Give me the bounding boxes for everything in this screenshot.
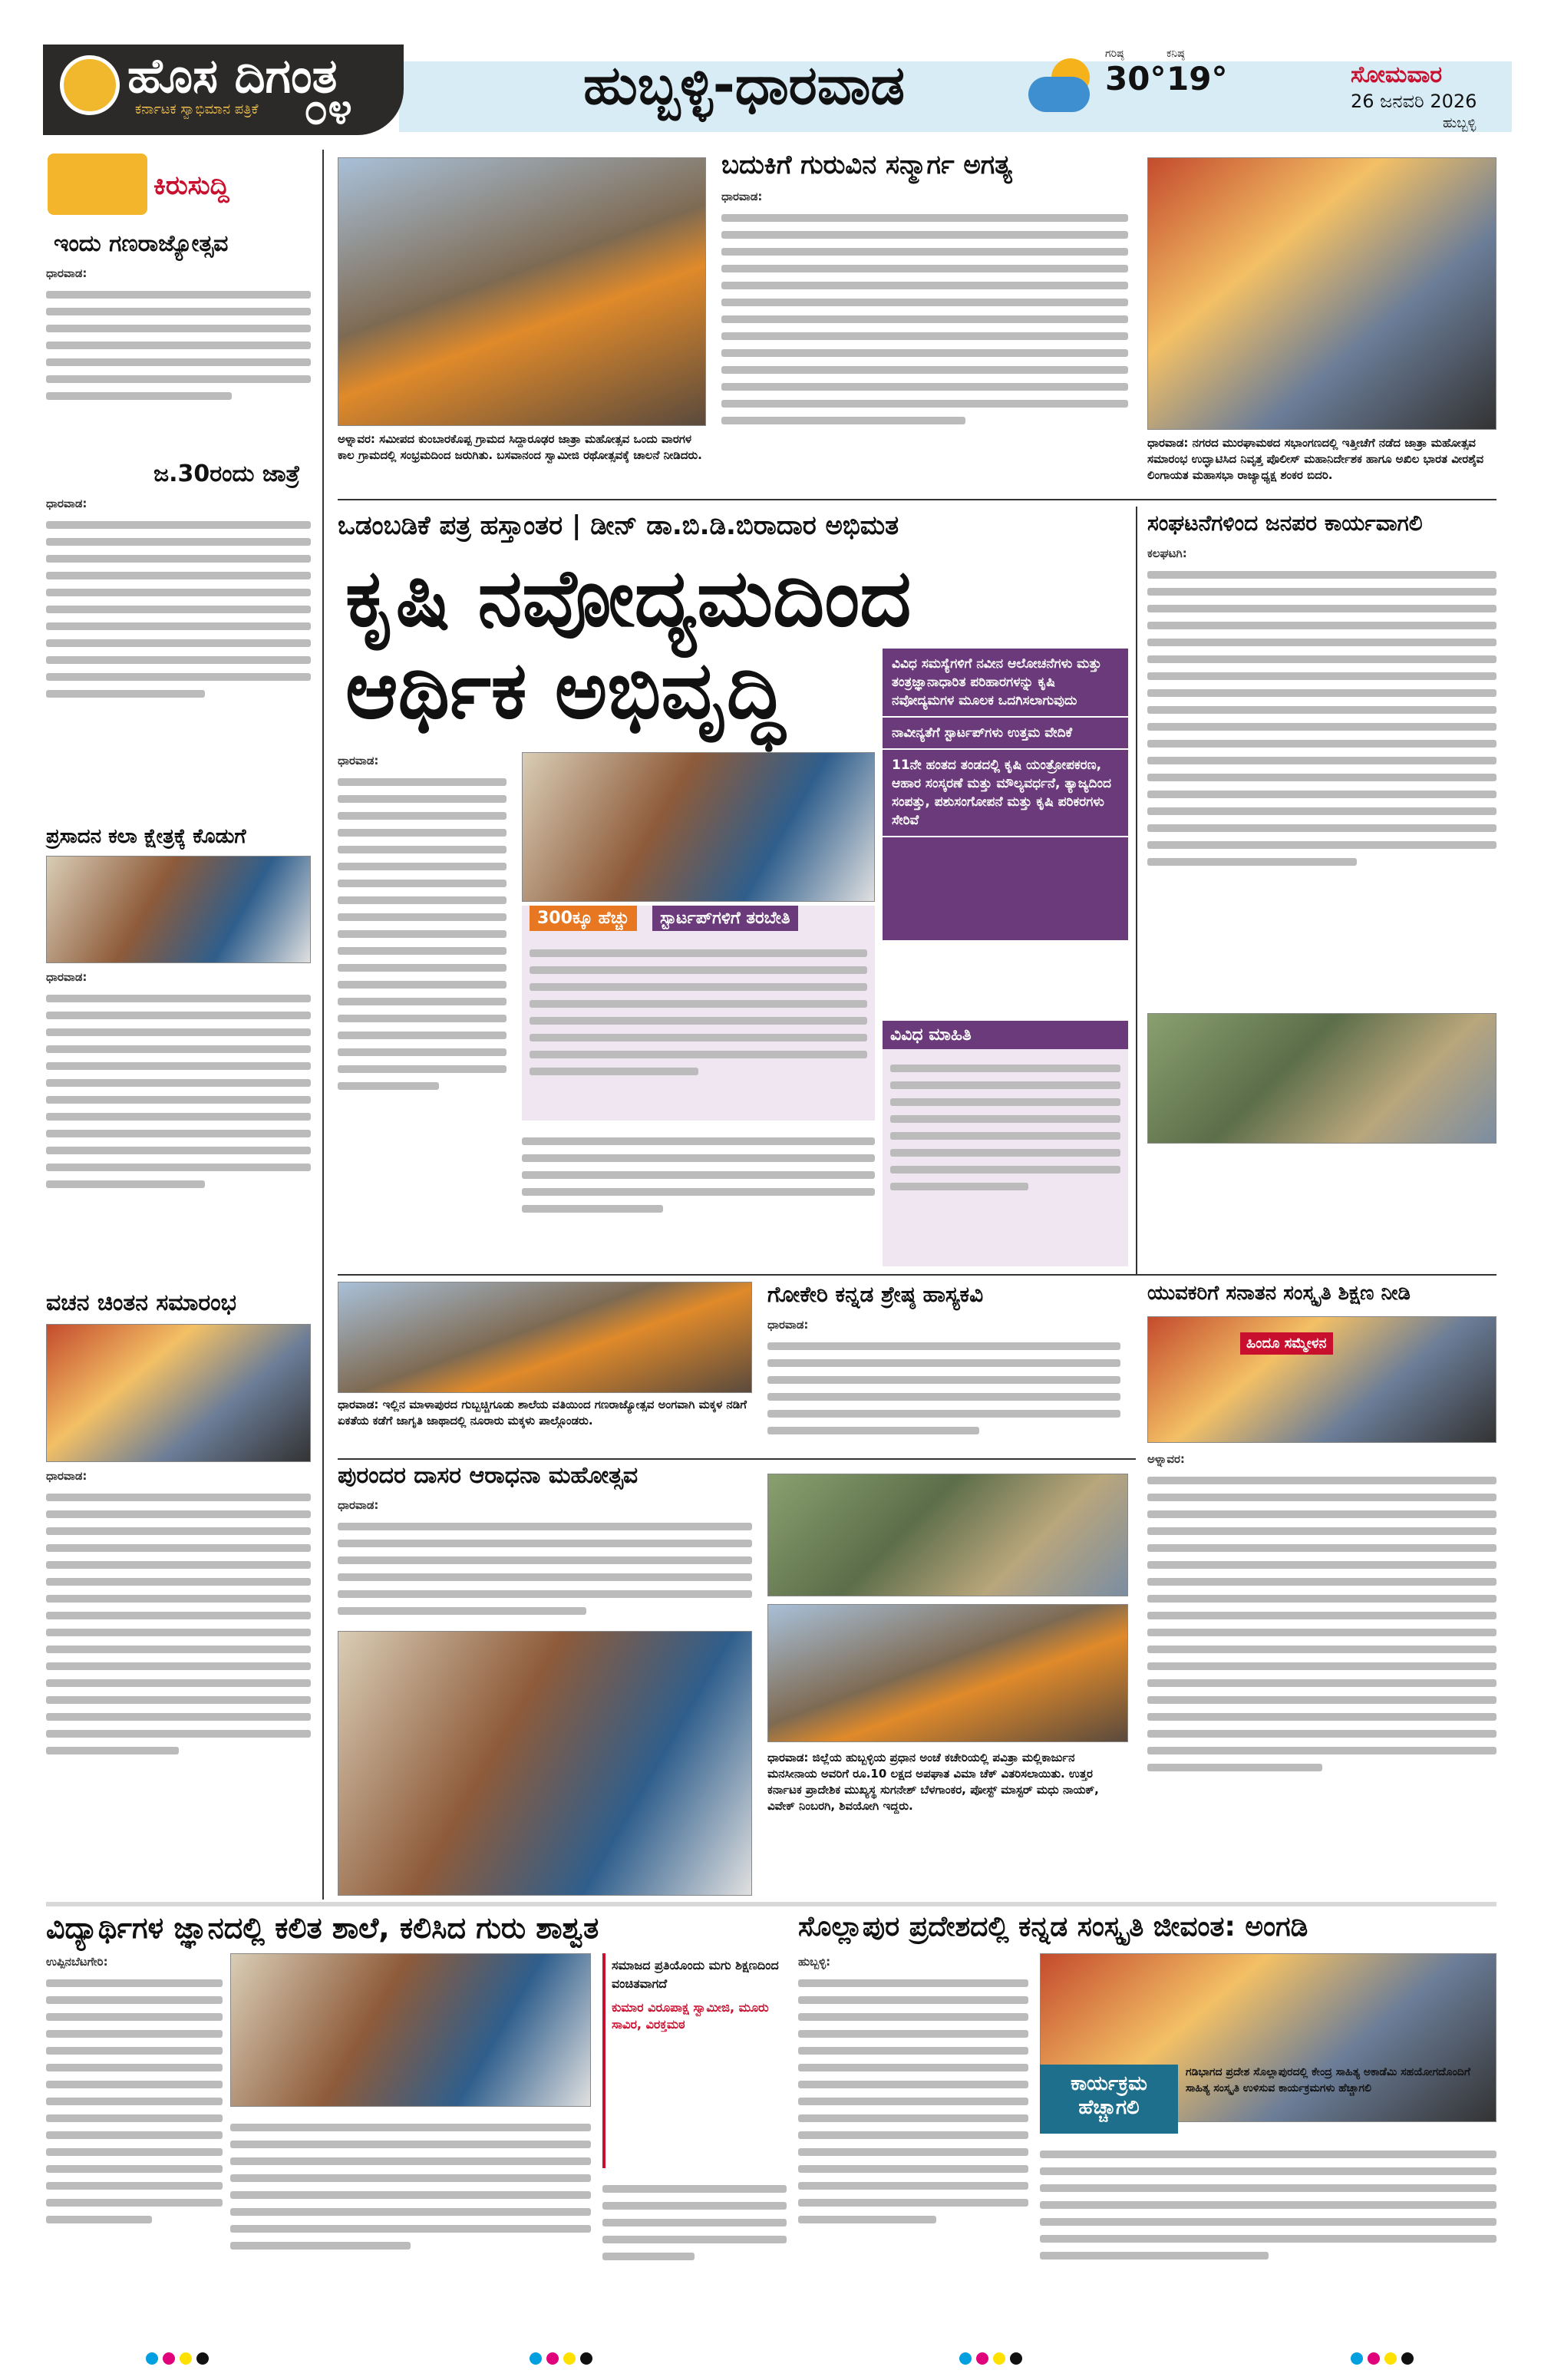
brief-dateline-3: ಧಾರವಾಡ: <box>46 970 87 984</box>
paper-tagline: ಕರ್ನಾಟಕ ಸ್ವಾಭಿಮಾನ ಪತ್ರಿಕೆ <box>135 101 259 117</box>
vidyarthi-dateline: ಉಪ್ಪಿನಬೆಟಗೇರಿ: <box>46 1955 108 1969</box>
info-side-box <box>883 1021 1128 1266</box>
max-temp-label: ಗರಿಷ್ಠ <box>1105 48 1124 60</box>
youth-dateline: ಅಳ್ನಾವರ: <box>1147 1452 1185 1466</box>
school-photo <box>230 1953 591 2107</box>
row-rule <box>338 499 1496 500</box>
janapara-headline: ಸಂಘಟನೆಗಳಿಂದ ಜನಪರ ಕಾರ್ಯವಾಗಲಿ <box>1147 510 1423 536</box>
startup-badge: 300ಕ್ಕೂ ಹೆಚ್ಚು <box>530 906 637 931</box>
max-temp: 30° <box>1105 60 1166 97</box>
gokeri-dateline: ಧಾರವಾಡ: <box>767 1318 809 1332</box>
min-temp: 19° <box>1166 60 1228 97</box>
highlight-1: ವಿವಿಧ ಸಮಸ್ಯೆಗಳಿಗೆ ನವೀನ ಆಲೋಚನೆಗಳು ಮತ್ತು ತಂತ್ರಜ್ಞಾನಾಧಾರಿತ ಪರಿಹಾರಗಳನ್ನು ಕೃಷಿ ನವೋದ್ಯಮಗಳ ಮೂಲಕ ಒದಗಿಸಲಾಗುವುದು <box>883 649 1128 718</box>
highlight-3: 11ನೇ ಹಂತದ ತಂಡದಲ್ಲಿ ಕೃಷಿ ಯಂತ್ರೋಪಕರಣ, ಆಹಾರ ಸಂಸ್ಕರಣೆ ಮತ್ತು ಮೌಲ್ಯವರ್ಧನೆ, ತ್ಯಾಜ್ಯದಿಂದ ಸಂಪತ್ತು, ಪಶುಸಂಗೋಪನೆ ಮತ್ತು ಕೃಷಿ ಪರಿಕರಗಳು ಸೇರಿವೆ <box>883 750 1128 837</box>
guru-dateline: ಧಾರವಾಡ: <box>721 190 763 203</box>
vidyarthi-headline: ವಿದ್ಯಾರ್ಥಿಗಳ ಜ್ಞಾನದಲ್ಲಿ ಕಲಿತ ಶಾಲೆ, ಕಲಿಸಿದ ಗುರು ಶಾಶ್ವತ <box>46 1911 599 1945</box>
brief-dateline-2: ಧಾರವಾಡ: <box>46 497 87 510</box>
column-divider <box>322 150 324 1900</box>
rally-caption: ಧಾರವಾಡ: ಇಲ್ಲಿನ ಮಾಳಾಪುರದ ಗುಬ್ಬಚ್ಚಿಗೂಡು ಶಾಲೆಯ ವತಿಯಿಂದ ಗಣರಾಜ್ಯೋತ್ಸವ ಅಂಗವಾಗಿ ಮಕ್ಕಳ ನಡಿಗೆ ಏಕತೆಯ ಕಡೆಗೆ ಜಾಗೃತಿ ಜಾಥಾದಲ್ಲಿ ನೂರಾರು ಮಕ್ಕಳು ಪಾಲ್ಗೊಂಡರು. <box>338 1398 747 1428</box>
inauguration-photo <box>1147 157 1496 430</box>
lead-kicker: ಒಡಂಬಡಿಕೆ ಪತ್ರ ಹಸ್ತಾಂತರ | ಡೀನ್ ಡಾ.ಬಿ.ಡಿ.ಬಿರಾದಾರ ಅಭಿಮತ <box>338 510 899 541</box>
janapara-photo <box>1147 1013 1496 1144</box>
row-rule-3 <box>338 1458 1136 1460</box>
info-side-title: ವಿವಿಧ ಮಾಹಿತಿ <box>883 1021 1128 1049</box>
edition-city: ಹುಬ್ಬಳ್ಳಿ-ಧಾರವಾಡ <box>583 54 905 117</box>
date: 26 ಜನವರಿ 2026 <box>1351 91 1477 112</box>
art-photo <box>46 856 311 963</box>
chariot-caption: ಅಳ್ನಾವರ: ಸಮೀಪದ ಕುಂಬಾರಕೊಪ್ಪ ಗ್ರಾಮದ ಸಿದ್ದಾರೂಢರ ಜಾತ್ರಾ ಮಹೋತ್ಸವ ಒಂದು ವಾರಗಳ ಕಾಲ ಗ್ರಾಮದಲ್ಲಿ ಸಂಭ್ರಮದಿಂದ ಜರುಗಿತು. ಬಸವಾನಂದ ಸ್ವಾಮೀಜಿ ರಥೋತ್ಸವಕ್ಕೆ ಚಾಲನೆ ನೀಡಿದರು. <box>338 432 702 462</box>
youth-headline: ಯುವಕರಿಗೆ ಸನಾತನ ಸಂಸ್ಕೃತಿ ಶಿಕ್ಷಣ ನೀಡಿ <box>1147 1282 1411 1305</box>
chariot-photo <box>338 157 706 426</box>
inauguration-caption: ಧಾರವಾಡ: ನಗರದ ಮುರಘಾಮಠದ ಸಭಾಂಗಣದಲ್ಲಿ ಇತ್ತೀಚೆಗೆ ನಡೆದ ಜಾತ್ರಾ ಮಹೋತ್ಸವ ಸಮಾರಂಭ ಉದ್ಘಾಟಿಸಿದ ನಿವೃತ್ತ ಪೊಲೀಸ್ ಮಹಾನಿರ್ದೇಶಕ ಹಾಗೂ ಅಖಿಲ ಭಾರತ ವೀರಶೈವ ಲಿಂಗಾಯತ ಮಹಾಸಭಾ ರಾಜ್ಯಾಧ್ಯಕ್ಷ ಶಂಕರ ಬಿದರಿ. <box>1147 436 1484 482</box>
brief-title-3: ಪ್ರಸಾದನ ಕಲಾ ಕ್ಷೇತ್ರಕ್ಕೆ ಕೊಡುಗೆ <box>46 825 246 848</box>
masthead-logo <box>43 45 404 135</box>
brief-title-2: ಜ.30ರಂದು ಜಾತ್ರೆ <box>153 460 300 487</box>
min-temp-label: ಕನಿಷ್ಠ <box>1166 48 1185 60</box>
solapur-headline: ಸೊಲ್ಲಾಪುರ ಪ್ರದೇಶದಲ್ಲಿ ಕನ್ನಡ ಸಂಸ್ಕೃತಿ ಜೀವಂತ: ಅಂಗಡಿ <box>798 1911 1308 1943</box>
startup-badge-2: ಸ್ಟಾರ್ಟಪ್‌ಗಳಿಗೆ ತರಬೇತಿ <box>652 906 798 931</box>
paper-name: ಹೊಸ ದಿಗಂತ <box>127 48 338 104</box>
solapur-badge: ಕಾರ್ಯಕ್ರಮ ಹೆಚ್ಚಾಗಲಿ <box>1040 2065 1178 2134</box>
brief-dateline-1: ಧಾರವಾಡ: <box>46 266 87 280</box>
quote-text: ಸಮಾಜದ ಪ್ರತಿಯೊಂದು ಮಗು ಶಿಕ್ಷಣದಿಂದ ವಂಚಿತವಾಗದೆ <box>612 1958 779 1991</box>
brief-dateline-4: ಧಾರವಾಡ: <box>46 1469 87 1483</box>
masthead-band <box>399 61 1512 132</box>
event-photo <box>767 1474 1128 1596</box>
cheque-photo <box>767 1604 1128 1742</box>
brief-title-4: ವಚನ ಚಿಂತನ ಸಮಾರಂಭ <box>46 1289 237 1316</box>
quote-box <box>602 1953 787 2168</box>
row-rule-2 <box>338 1274 1496 1276</box>
day-name: ಸೋಮವಾರ <box>1351 61 1443 88</box>
solapur-badge-caption: ಗಡಿಭಾಗದ ಪ್ರದೇಶ ಸೊಲ್ಲಾಪುರದಲ್ಲಿ ಕೇಂದ್ರ ಸಾಹಿತ್ಯ ಅಕಾಡೆಮಿ ಸಹಯೋಗದೊಂದಿಗೆ ಸಾಹಿತ್ಯ ಸಂಸ್ಕೃತಿ ಉಳಿಸುವ ಕಾರ್ಯಕ್ರಮಗಳು ಹೆಚ್ಚಾಗಲಿ <box>1186 2066 1470 2094</box>
mou-photo <box>522 752 875 902</box>
solapur-dateline: ಹುಬ್ಬಳ್ಳಿ: <box>798 1955 831 1969</box>
vachana-photo <box>46 1324 311 1462</box>
kiru-suddi-label: ಕಿರುಸುದ್ದಿ <box>153 170 229 201</box>
rally-photo <box>338 1282 752 1393</box>
gokeri-headline: ಗೋಕೇರಿ ಕನ್ನಡ ಶ್ರೇಷ್ಠ ಹಾಸ್ಯಕವಿ <box>767 1282 984 1307</box>
startup-box <box>522 906 875 1121</box>
purandara-dateline: ಧಾರವಾಡ: <box>338 1498 379 1512</box>
page-number: ೦೪ <box>304 84 352 134</box>
column-divider-2 <box>1136 507 1137 1274</box>
purandara-headline: ಪುರಂದರ ದಾಸರ ಆರಾಧನಾ ಮಹೋತ್ಸವ <box>338 1462 639 1489</box>
registration-dots <box>959 2352 1022 2365</box>
cheque-caption: ಧಾರವಾಡ: ಜಿಲ್ಲೆಯ ಹುಬ್ಬಳ್ಳಿಯ ಪ್ರಧಾನ ಅಂಚೆ ಕಚೇರಿಯಲ್ಲಿ ಪವಿತ್ರಾ ಮಲ್ಲಿಕಾರ್ಜುನ ಮನಸೀನಾಯ ಅವರಿಗೆ ರೂ.10 ಲಕ್ಷದ ಅಪಘಾತ ವಿಮಾ ಚೆಕ್ ವಿತರಿಸಲಾಯಿತು. ಉತ್ತರ ಕರ್ನಾಟಕ ಪ್ರಾದೇಶಿಕ ಮುಖ್ಯಸ್ಥ ಸುಗನೇಶ್ ಬೆಳಗಾಂಕರ, ಪೋಸ್ಟ್ ಮಾಸ್ಟರ್ ಮಧು ನಾಯಕ್, ವಿವೇಕ್ ನಿಂಬರಗಿ, ಶಿವಯೋಗಿ ಇದ್ದರು. <box>767 1751 1099 1813</box>
youth-photo <box>1147 1316 1496 1443</box>
registration-dots <box>146 2352 209 2365</box>
brief-title-1: ಇಂದು ಗಣರಾಜ್ಯೋತ್ಸವ <box>54 230 229 257</box>
registration-dots <box>530 2352 592 2365</box>
quote-author: ಕುಮಾರ ವಿರೂಪಾಕ್ಷ ಸ್ವಾಮೀಜಿ, ಮೂರು ಸಾವಿರ, ವಿರಕ್ತಮಠ <box>612 2000 769 2032</box>
youth-banner: ಹಿಂದೂ ಸಮ್ಮೇಳನ <box>1240 1332 1333 1355</box>
kiru-suddi-hand-icon <box>48 153 147 215</box>
guru-headline: ಬದುಕಿಗೆ ಗುರುವಿನ ಸನ್ಮಾರ್ಗ ಅಗತ್ಯ <box>721 150 1012 180</box>
emblem-icon <box>60 55 120 115</box>
lead-headline-1: ಕೃಷಿ ನವೋದ್ಯಮದಿಂದ <box>345 551 912 645</box>
sun-cloud-icon <box>1028 54 1105 130</box>
edition-label: ಹುಬ್ಬಳ್ಳಿ <box>1443 115 1477 131</box>
lead-highlights <box>883 649 1128 940</box>
janapara-dateline: ಕಲಘಟಗಿ: <box>1147 546 1187 560</box>
purandara-photo <box>338 1631 752 1896</box>
bottom-rule <box>46 1902 1496 1906</box>
lead-dateline: ಧಾರವಾಡ: <box>338 754 379 767</box>
registration-dots <box>1351 2352 1414 2365</box>
lead-headline-2: ಆರ್ಥಿಕ ಅಭಿವೃದ್ಧಿ <box>345 643 785 737</box>
highlight-2: ನಾವೀನ್ಯತೆಗೆ ಸ್ಟಾರ್ಟಪ್‌ಗಳು ಉತ್ತಮ ವೇದಿಕೆ <box>883 718 1128 750</box>
